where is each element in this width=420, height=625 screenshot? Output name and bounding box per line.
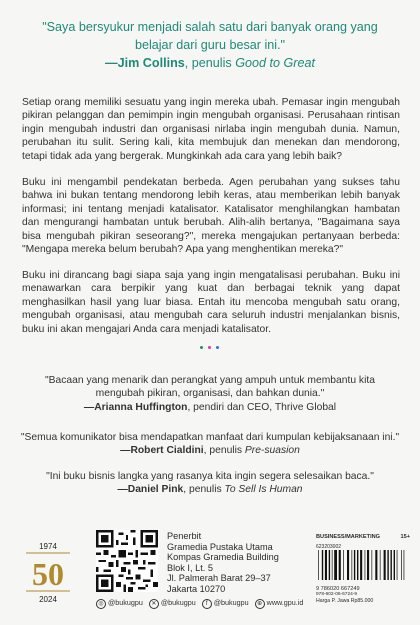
instagram-icon: ◎ [96,599,106,609]
endorsement-attribution [0,483,420,496]
publisher-address [167,531,279,595]
barcode-block [316,534,410,604]
web-url: www.gpu.id [266,598,304,607]
barcode-image [316,550,410,580]
endorsement-author: —Arianna Huffington [83,401,188,413]
blurb-paragraph-1: Setiap orang memiliki sesuatu yang ingin mereka ubah. Pemasar ingin mengubah pikiran pelanggan dan pemimpin ingin mengubah organisasi. Perusahaan rintisan ingin mengubah industri dan organisasi nirlaba ingin mengubah dunia. Namun, perubahan itu sulit. Sering kali, kita membujuk dan menekan dan mendorong, tetapi tidak ada yang bergerak. Mungkinkah ada cara yang lebih baik? [22,97,400,162]
endorsement-pink [0,470,420,497]
publisher-line: Jl. Palmerah Barat 29–37 [167,573,271,584]
publisher-line: Jakarta 10270 [167,583,226,594]
isbn: 978-602-06-6724-9 [316,592,358,597]
endorsement-quote-line-2: mengubah pikiran, organisasi, dan bahkan dunia." [95,388,325,400]
price: Harga P. Jawa Rp85.000 [316,598,374,604]
featured-quote-author: —Jim Collins [105,56,185,70]
x-handle: @bukugpu [160,598,196,607]
instagram-handle: @bukugpu [108,598,143,607]
x-icon: ✕ [149,599,159,609]
endorsement-role: , penulis [183,484,225,496]
endorsement-book: Pre-suasion [244,445,300,457]
facebook-icon: f [202,599,212,609]
anniversary-50-logo [22,538,74,608]
qr-code-icon [96,530,158,592]
social-facebook[interactable] [202,598,249,609]
endorsement-quote-line-1: "Bacaan yang menarik dan perangkat yang ampuh untuk membantu kita [45,375,375,386]
barcode-category-row [316,534,410,540]
endorsement-role: , penulis [203,445,245,457]
endorsement-author: —Daniel Pink [117,484,184,496]
section-divider-dots [200,346,219,349]
social-web[interactable] [255,598,304,609]
featured-quote-book: Good to Great [235,56,315,70]
featured-quote-attribution [0,54,420,72]
endorsement-cialdini [0,431,420,458]
social-x[interactable] [149,598,196,609]
featured-quote-line-1: "Saya bersyukur menjadi salah satu dari banyak orang yang [42,20,378,34]
social-links [96,598,303,609]
endorsement-quote-line-1: "Semua komunikator bisa mendapatkan manfaat dari kumpulan kebijaksanaan ini." [20,432,400,443]
divider-dot [216,346,219,349]
barcode-number: 9 786020 667249 [316,586,360,592]
qr-code[interactable] [96,530,158,592]
endorsement-attribution [0,444,420,457]
endorsement-role: , pendiri dan CEO, Thrive Global [187,401,337,413]
age-rating: 15+ [400,534,410,540]
endorsement-huffington [0,374,420,414]
logo-year-end: 2024 [39,595,57,604]
divider-dot [208,346,211,349]
publisher-line: Kompas Gramedia Building [167,552,279,563]
endorsement-book: To Sell Is Human [224,484,303,496]
publisher-line: Blok I, Lt. 5 [167,562,213,573]
endorsement-quote-line-1: "Ini buku bisnis langka yang rasanya kita ingin segera selesaikan baca." [46,471,374,482]
publisher-line: Gramedia Pustaka Utama [167,541,273,552]
social-instagram[interactable] [96,598,143,609]
globe-icon: ⊕ [255,599,265,609]
facebook-handle: @bukugpu [213,598,249,607]
internal-code: 623203002 [316,544,342,550]
endorsement-attribution [0,401,420,414]
logo-year-start: 1974 [39,542,57,551]
blurb-paragraph-2: Buku ini mengambil pendekatan berbeda. Agen perubahan yang sukses tahu bahwa ini bukan tentang mendorong lebih keras, atau memberikan lebih banyak informasi; ini tentang menjadi katalisator. Katalisator menghilangkan hambatan dan mengurangi hambatan untuk berubah. Alih-alih bertanya, "Bagaimana saya bisa mengubah pikiran seseorang?", mereka mengajukan pertanyaan berbeda: "Mengapa mereka belum berubah? Apa yang menghentikan mereka?" [22,177,400,256]
logo-number: 50 [32,556,64,592]
publisher-line: Penerbit [167,531,202,541]
featured-quote-role: , penulis [184,56,236,70]
blurb-paragraph-3: Buku ini dirancang bagi siapa saja yang ingin mengatalisasi perubahan. Buku ini menawarkan cara berpikir yang kuat dan berbagai teknik yang dapat menghasilkan hasil yang luar biasa. Entah itu mencoba mengubah satu orang, mengubah organisasi, atau mengubah cara seluruh industri menjalankan bisnis, buku ini akan mengajari Anda cara menjadi katalisator. [22,270,400,335]
divider-dot [200,346,203,349]
featured-quote [0,18,420,72]
book-category: BUSINESS/MARKETING [316,534,381,540]
featured-quote-line-2: belajar dari guru besar ini." [134,38,286,52]
endorsement-author: —Robert Cialdini [120,445,204,457]
